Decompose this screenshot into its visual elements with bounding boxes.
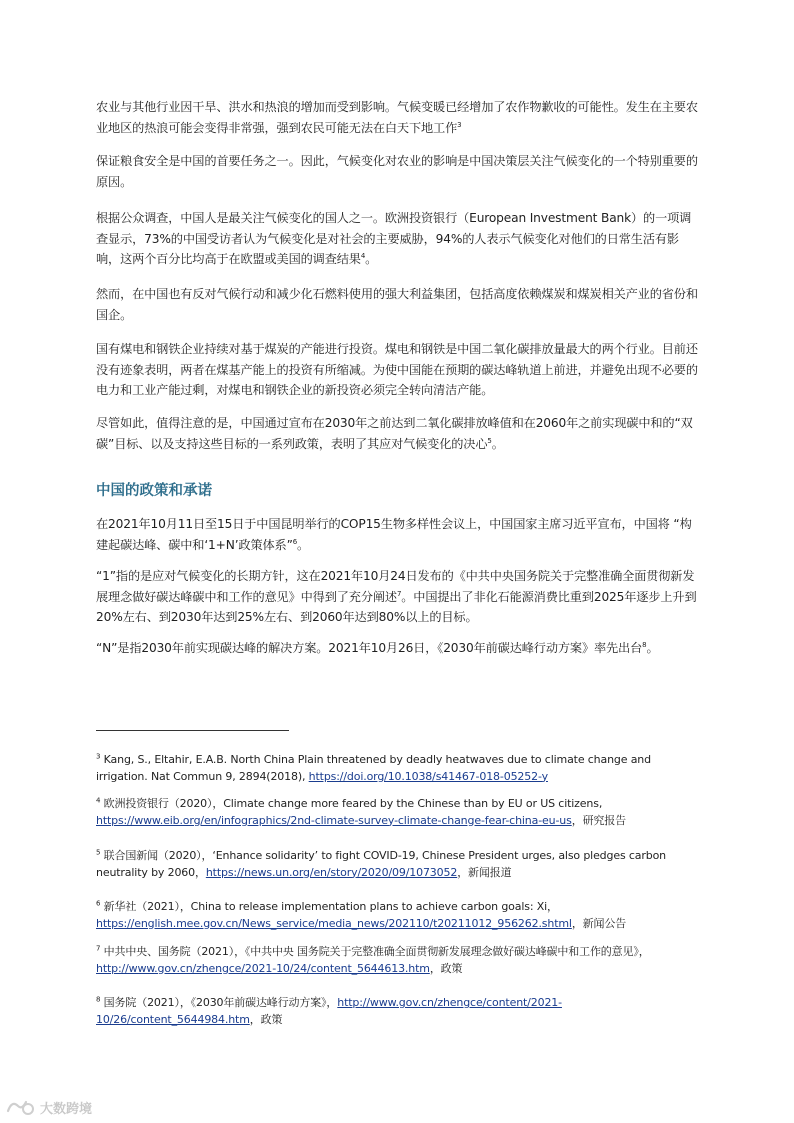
paragraph-public-survey: 根据公众调查，中国人是最关注气候变化的国人之一。欧洲投资银行（European Investment Bank）的一项调查显示，73%的中国受访者认为气候变化是对社会的主要威胁，94%的人表示气候变化对他们的日常生活有影响，这两个百分比均高于在欧盟或美国的调查结果$^4$。 bbox=[96, 211, 692, 266]
watermark-text: 大数跨境 bbox=[40, 1101, 93, 1117]
footnote-7: $^7$ 中共中央、国务院（2021），《中共中央 国务院关于完整准确全面贯彻新发展理念做好碳达峰碳中和工作的意见》，http://www.gov.cn/zhengce/2021-10/24/content_5644613.htm，政策 bbox=[96, 944, 650, 975]
footnote-5: $^5$ 联合国新闻（2020），‘Enhance solidarity’ to fight COVID-19, Chinese President urges, also pledges carbon neutrality by 2060，https://news.un.org/en/story/2020/09/1073052，新闻报道 bbox=[96, 848, 666, 879]
paragraph-opposition: 然而，在中国也有反对气候行动和减少化石燃料使用的强大利益集团，包括高度依赖煤炭和煤炭相关产业的省份和国企。 bbox=[96, 287, 698, 322]
paragraph-n-policy: “N”是指2030年前实现碳达峰的解决方案。2021年10月26日，《2030年前碳达峰行动方案》率先出台$^8$。 bbox=[96, 640, 659, 655]
footnote-4: $^4$ 欧洲投资银行（2020），Climate change more feared by the Chinese than by EU or US citizens, https://www.eib.org/en/infographics/2nd-climate-survey-climate-change-fear-china-eu-us，研究报告 bbox=[96, 796, 626, 827]
paragraph-one-policy: “1”指的是应对气候变化的长期方针，这在2021年10月24日发布的《中共中央国务院关于完整准确全面贯彻新发展理念做好碳达峰碳中和工作的意见》中得到了充分阐述$^7$。中国提出了非化石能源消费比重到2025年逐步上升到20%左右、到2030年达到25%左右、到2060年达到80%以上的目标。 bbox=[96, 569, 697, 624]
footnote-5-link[interactable]: https://news.un.org/en/story/2020/09/1073052 bbox=[205, 865, 458, 879]
paragraph-food-security: 保证粮食安全是中国的首要任务之一。因此，气候变化对农业的影响是中国决策层关注气候变化的一个特别重要的原因。 bbox=[96, 154, 698, 189]
footnote-8-link[interactable]: http://www.gov.cn/zhengce/content/2021-10/26/content_5644984.htm bbox=[96, 996, 562, 1026]
paragraph-agriculture: 农业与其他行业因干旱、洪水和热浪的增加而受到影响。气候变暖已经增加了农作物歉收的可能性。发生在主要农业地区的热浪可能会变得非常强，强到农民可能无法在白天下地工作$^3$ bbox=[96, 100, 698, 135]
paragraph-coal-investment: 国有煤电和钢铁企业持续对基于煤炭的产能进行投资。煤电和钢铁是中国二氧化碳排放量最大的两个行业。目前还没有迹象表明，两者在煤基产能上的投资有所缩减。为使中国能在预期的碳达峰轨道上前进，并避免出现不必要的电力和工业产能过剩，对煤电和钢铁企业的新投资必须完全转向清洁产能。 bbox=[96, 342, 698, 397]
logo-icon bbox=[4, 1097, 36, 1117]
paragraph-cop15: 在2021年10月11日至15日于中国昆明举行的COP15生物多样性会议上，中国国家主席习近平宣布，中国将 “构建起碳达峰、碳中和‘1+N’政策体系”$^6$。 bbox=[96, 517, 692, 552]
footnote-8: $^8$ 国务院（2021），《2030年前碳达峰行动方案》，http://www.gov.cn/zhengce/content/2021-10/26/content_5644984.htm，政策 bbox=[96, 995, 562, 1026]
footnote-3: $^3$ Kang, S., Eltahir, E.A.B. North China Plain threatened by deadly heatwaves due to climate change and irrigation. Nat Commun 9, 2894(2018), https://doi.org/10.1038/s41467-018-05252-y bbox=[96, 752, 651, 783]
footnote-7-link[interactable]: http://www.gov.cn/zhengce/2021-10/24/content_5644613.htm bbox=[96, 961, 430, 975]
footnote-divider bbox=[96, 730, 289, 731]
section-heading: 中国的政策和承诺 bbox=[96, 483, 212, 499]
paragraph-dual-carbon: 尽管如此，值得注意的是，中国通过宣布在2030年之前达到二氧化碳排放峰值和在2060年之前实现碳中和的“双碳”目标、以及支持这些目标的一系列政策，表明了其应对气候变化的决心$^5$。 bbox=[96, 416, 693, 451]
footnote-3-link[interactable]: https://doi.org/10.1038/s41467-018-05252-y bbox=[308, 769, 548, 783]
footnote-6-link[interactable]: https://english.mee.gov.cn/News_service/media_news/202110/t20211012_956262.shtml bbox=[96, 916, 572, 930]
watermark bbox=[4, 1096, 92, 1118]
footnote-4-link[interactable]: https://www.eib.org/en/infographics/2nd-climate-survey-climate-change-fear-china-eu-us bbox=[96, 813, 572, 827]
footnote-6: $^6$ 新华社（2021），China to release implementation plans to achieve carbon goals: Xi，https://english.mee.gov.cn/News_service/media_news/202110/t20211012_956262.shtml，新闻公告 bbox=[96, 899, 627, 930]
